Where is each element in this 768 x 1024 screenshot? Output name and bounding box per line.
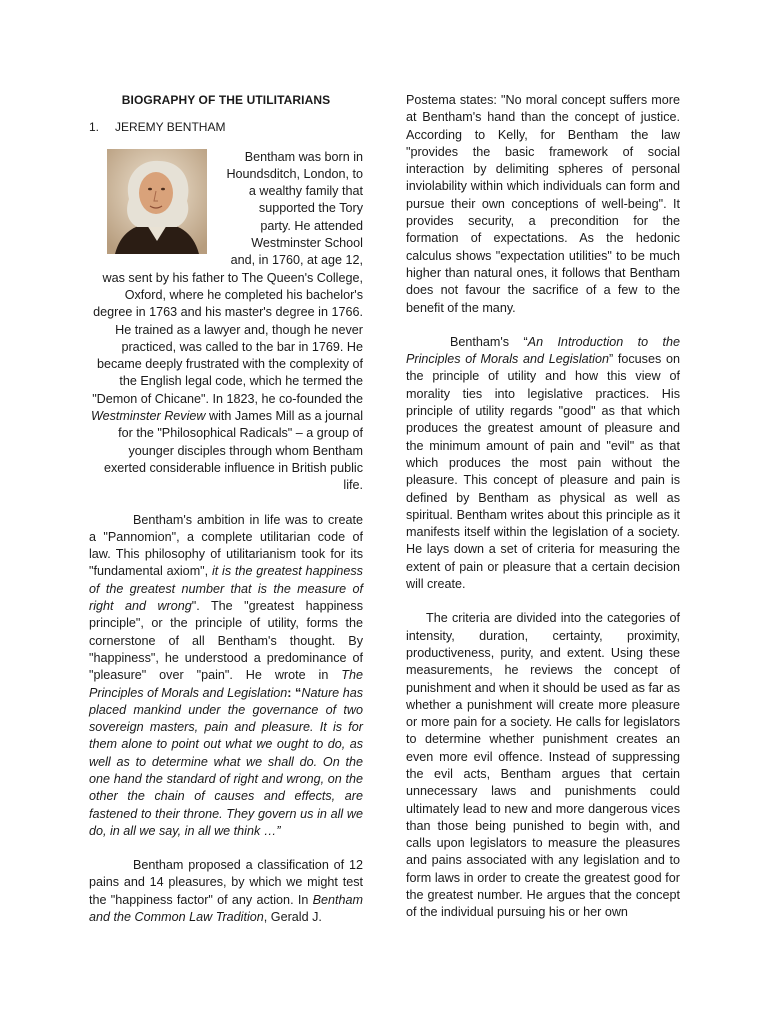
paragraph-ambition: Bentham's ambition in life was to create a "Pannomion", a complete utilitarian code of law. This philosophy of utilitarianism took for its "fundamental axiom", it is the greatest happiness of the greatest number that is the measure of right and wrong". The "greatest happiness principle", or the principle of utility, forms the cornerstone of all Bentham's thought. By "happiness", he understood a predominance of "pleasure" over "pain". He wrote in The Principles of Morals and Legislation: “Nature has placed mankind under the governance of two sovereign masters, pain and pleasure. It is for them alone to point out what we ought to do, as well as to determine what we shall do. On the one hand the standard of right and wrong, on the other the chain of causes and effects, are fastened to their throne. They govern us in all we do, in all we say, in all we think …” [89, 512, 363, 838]
section-name: JEREMY BENTHAM [115, 120, 226, 135]
paragraph-criteria: The criteria are divided into the categories of intensity, duration, certainty, proximity, productiveness, purity, and extent. Using these measurements, he reviews the concept of punishment and when it should be used as far as whether a punishment will create more pleasure or more pain for a society. He calls for legislators to determine whether punishment creates an even more evil offence. Instead of suppressing the evil acts, Bentham argues that certain unnecessary laws and punishments could ultimately lead to new and more dangerous vices than those being punished to begin with, and calls upon legislators to measure the pleasures and pains associated with any legislation and to form laws in order to create the greatest good for the greatest number. He argues that the concept of the individual pursuing his or her own [406, 611, 680, 920]
paragraph-justice: Postema states: "No moral concept suffers more at Bentham's hand than the concept of justice. According to Kelly, for Bentham the law "provides the basic framework of social interaction by delimiting spheres of personal inviolability within which individuals can form and pursue their own conceptions of well-being". It provides security, a precondition for the formation of expectations. As the hedonic calculus shows "expectation utilities" to be much higher than natural ones, it follows that Bentham does not favour the sacrifice of a few to the benefit of the many. [406, 93, 680, 315]
left-column [89, 92, 363, 943]
section-heading [89, 119, 363, 136]
right-column [406, 92, 680, 939]
portrait-image [107, 149, 207, 254]
section-number: 1. [89, 120, 100, 135]
paragraph-principles: Bentham's “An Introduction to the Principles of Morals and Legislation” focuses on the principle of utility and how this view of morality ties into legislative practices. His principle of utility regards "good" as that which produces the greatest amount of pleasure and the minimum amount of pain and "evil" as that which produces the most pain without the pleasure. This concept of pleasure and pain is defined by Bentham as physical as well as spiritual. Bentham writes about this principle as it manifests itself within the legislation of a society. He lays down a set of criteria for measuring the extent of pain or pleasure that a certain decision will create. [406, 334, 680, 592]
paragraph-classification: Bentham proposed a classification of 12 pains and 14 pleasures, by which we might test the "happiness factor" of any action. In Bentham and the Common Law Tradition, Gerald J. [89, 858, 363, 925]
document-title: BIOGRAPHY OF THE UTILITARIANS [121, 93, 331, 107]
portrait-of-jeremy-bentham-icon [107, 149, 207, 254]
paragraph-biography-text: Bentham was born in Houndsditch, London, to a wealthy family that supported the Tory party. He attended Westminster School and, in 1760, at age 12, was sent by his father to The Queen's College, Oxford, where he completed his bachelor's degree in 1763 and his master's degree in 1766. He trained as a lawyer and, though he never practiced, was called to the bar in 1769. He became deeply frustrated with the complexity of the English legal code, which he termed the "Demon of Chicane". In 1823, he co-founded the Westminster Review with James Mill as a journal for the "Philosophical Radicals" – a group of younger disciples through whom Bentham exerted considerable influence in British public life. [90, 149, 363, 493]
paragraph-biography [89, 149, 363, 495]
